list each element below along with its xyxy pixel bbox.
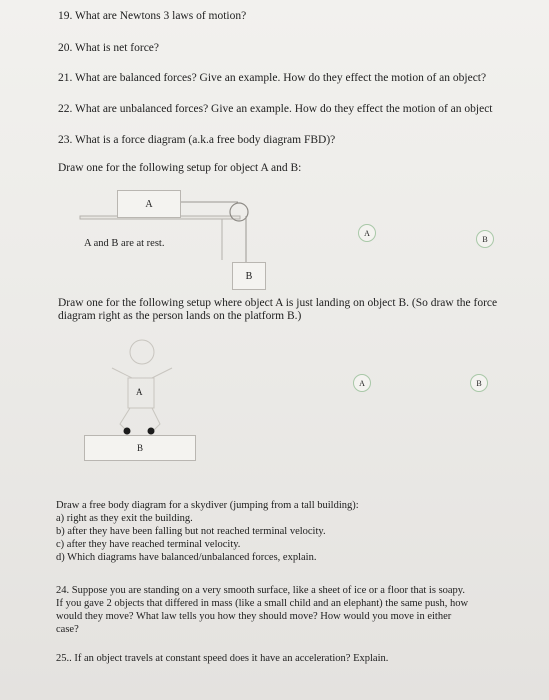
draw-instruction-1: Draw one for the following setup for object A and B: — [58, 162, 302, 174]
question-24-line2: If you gave 2 objects that differed in mass (like a small child and an elephant) the same push, how — [56, 598, 469, 609]
diagram1-caption: A and B are at rest. — [84, 238, 165, 249]
question-23: 23. What is a force diagram (a.k.a free body diagram FBD)? — [58, 134, 336, 146]
question-19: 19. What are Newtons 3 laws of motion? — [58, 10, 247, 22]
fbd-circle-b-1: B — [476, 230, 494, 248]
question-21: 21. What are balanced forces? Give an example. How do they effect the motion of an object? — [58, 72, 487, 84]
person-label: A — [136, 387, 143, 397]
fbd-circle-b-2: B — [470, 374, 488, 392]
question-24-line4: case? — [56, 624, 79, 635]
draw-instruction-2-line2: diagram right as the person lands on the platform B.) — [58, 310, 302, 322]
fbd-circle-a-2: A — [353, 374, 371, 392]
fbd-circle-a-1: A — [358, 224, 376, 242]
skydiver-part-d: d) Which diagrams have balanced/unbalanced forces, explain. — [56, 552, 317, 563]
block-b: B — [232, 262, 266, 290]
block-a: A — [117, 190, 181, 218]
skydiver-part-c: c) after they have reached terminal velocity. — [56, 539, 241, 550]
draw-instruction-2-line1: Draw one for the following setup where object A is just landing on object B. (So draw the force — [58, 297, 498, 309]
skydiver-part-a: a) right as they exit the building. — [56, 513, 193, 524]
question-22: 22. What are unbalanced forces? Give an example. How do they effect the motion of an object — [58, 103, 493, 115]
question-20: 20. What is net force? — [58, 42, 160, 54]
question-24-line1: 24. Suppose you are standing on a very smooth surface, like a sheet of ice or a floor that is soapy. — [56, 585, 466, 596]
skydiver-intro: Draw a free body diagram for a skydiver (jumping from a tall building): — [56, 500, 359, 511]
question-25: 25.. If an object travels at constant speed does it have an acceleration? Explain. — [56, 653, 389, 664]
question-24-line3: would they move? What law tells you how they should move? How would you move in either — [56, 611, 452, 622]
platform-b: B — [84, 435, 196, 461]
skydiver-part-b: b) after they have been falling but not reached terminal velocity. — [56, 526, 326, 537]
